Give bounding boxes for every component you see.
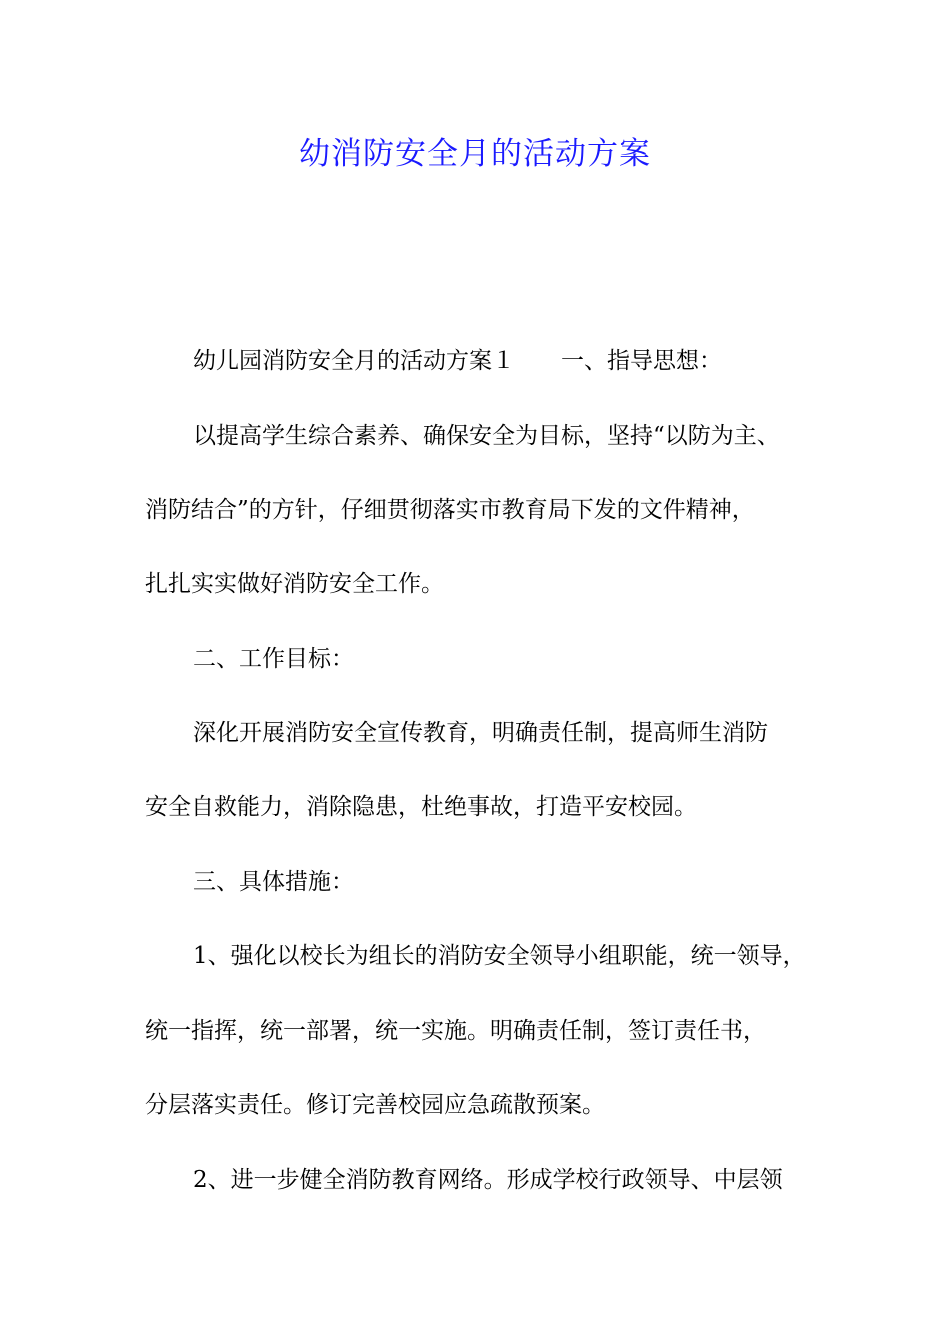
paragraph-line: 分层落实责任。修订完善校园应急疏散预案。 [145,1092,605,1118]
paragraph-line [193,345,722,377]
section-heading: 三、具体措施： [193,869,354,895]
paragraph-line: 安全自救能力，消除隐患，杜绝事故，打造平安校园。 [145,794,697,820]
paragraph-line: 以提高学生综合素养、确保安全为目标，坚持“以防为主、 [193,423,780,449]
paragraph-line: 统一指挥，统一部署，统一实施。明确责任制，签订责任书， [145,1018,766,1044]
paragraph-line: 消防结合”的方针，仔细贯彻落实市教育局下发的文件精神， [145,497,755,523]
paragraph-line: 1、强化以校长为组长的消防安全领导小组职能，统一领导， [193,943,806,969]
line-segment-heading: 幼儿园消防安全月的活动方案１ [193,348,515,374]
line-segment-section: 一、指导思想： [561,348,722,374]
document-title: 幼消防安全月的活动方案 [299,136,651,172]
section-heading: 二、工作目标： [193,646,354,672]
paragraph-line: 深化开展消防安全宣传教育，明确责任制，提高师生消防 [193,720,768,746]
paragraph-line: 扎扎实实做好消防安全工作。 [145,571,444,597]
paragraph-line: 2、进一步健全消防教育网络。形成学校行政领导、中层领 [193,1167,783,1193]
